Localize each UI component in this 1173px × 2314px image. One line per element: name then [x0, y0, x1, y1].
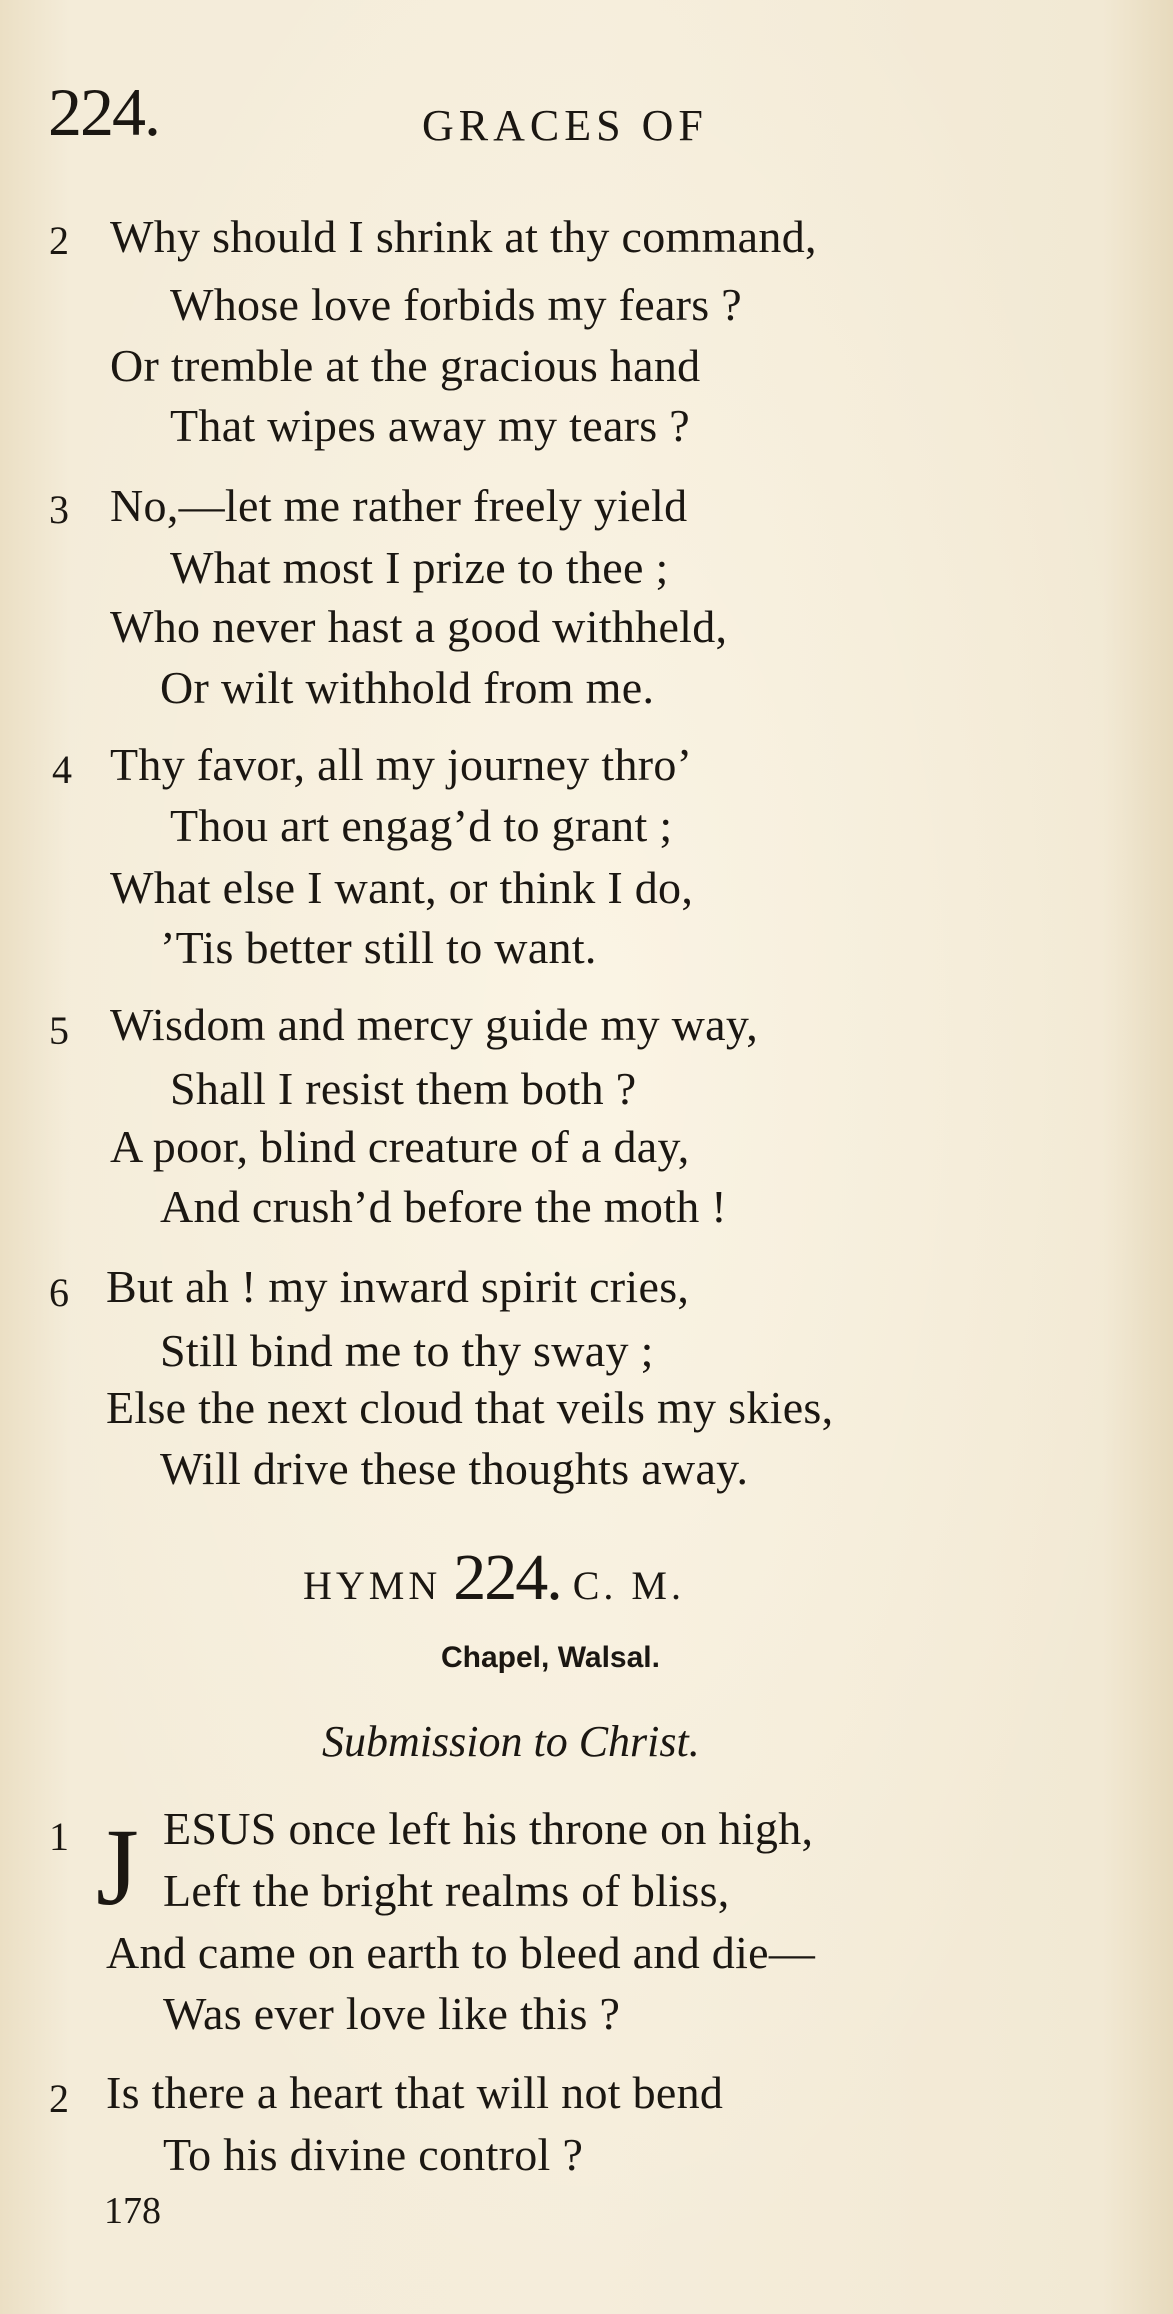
verse-line: And crush’d before the moth ! [160, 1181, 727, 1232]
verse-line: Shall I resist them both ? [170, 1063, 637, 1114]
page-number: 224. [48, 74, 159, 150]
verse-line: ESUS once left his throne on high, [163, 1803, 814, 1854]
stanza-number: 3 [49, 487, 69, 532]
stanza-number: 2 [49, 2076, 69, 2121]
verse-line: A poor, blind creature of a day, [110, 1121, 690, 1172]
verse-line: But ah ! my inward spirit cries, [106, 1261, 690, 1312]
verse-line: No,—let me rather freely yield [110, 480, 688, 531]
stanza-number: 2 [49, 218, 69, 263]
stanza-number: 4 [52, 747, 72, 792]
hymn-meter: C. M. [572, 1563, 685, 1608]
running-head: GRACES OF [422, 101, 708, 150]
drop-cap: J [96, 1806, 139, 1928]
verse-line: And came on earth to bleed and die— [106, 1927, 816, 1978]
hymn-number: 224. [453, 1541, 561, 1614]
verse-line: What else I want, or think I do, [110, 862, 694, 913]
verse-line: ’Tis better still to want. [160, 922, 597, 973]
verse-line: Is there a heart that will not bend [106, 2067, 724, 2118]
verse-line: To his divine control ? [163, 2129, 584, 2180]
hymn-label: HYMN [303, 1563, 442, 1608]
verse-line: Thou art engag’d to grant ; [170, 800, 673, 851]
verse-line: Thy favor, all my journey thro’ [110, 739, 693, 790]
verse-line: What most I prize to thee ; [170, 542, 669, 593]
verse-line: Why should I shrink at thy command, [110, 211, 817, 262]
verse-line: Else the next cloud that veils my skies, [106, 1382, 834, 1433]
verse-line: Left the bright realms of bliss, [163, 1865, 730, 1916]
verse-line: Will drive these thoughts away. [160, 1443, 749, 1494]
verse-line: Or tremble at the gracious hand [110, 340, 701, 391]
hymn-title: Submission to Christ. [322, 1717, 700, 1766]
stanza-number: 5 [49, 1008, 69, 1053]
hymn-heading [303, 1541, 685, 1614]
verse-line: Was ever love like this ? [163, 1988, 621, 2039]
verse-line: That wipes away my tears ? [170, 400, 690, 451]
verse-line: Whose love forbids my fears ? [170, 279, 743, 330]
stanza-number: 1 [49, 1814, 69, 1859]
stanza-number: 6 [49, 1270, 69, 1315]
verse-line: Wisdom and mercy guide my way, [110, 999, 759, 1050]
verse-line: Or wilt withhold from me. [160, 662, 655, 713]
verse-line: Still bind me to thy sway ; [160, 1325, 654, 1376]
tune-names: Chapel, Walsal. [441, 1641, 660, 1674]
signature-mark: 178 [104, 2190, 161, 2232]
verse-line: Who never hast a good withheld, [110, 601, 728, 652]
